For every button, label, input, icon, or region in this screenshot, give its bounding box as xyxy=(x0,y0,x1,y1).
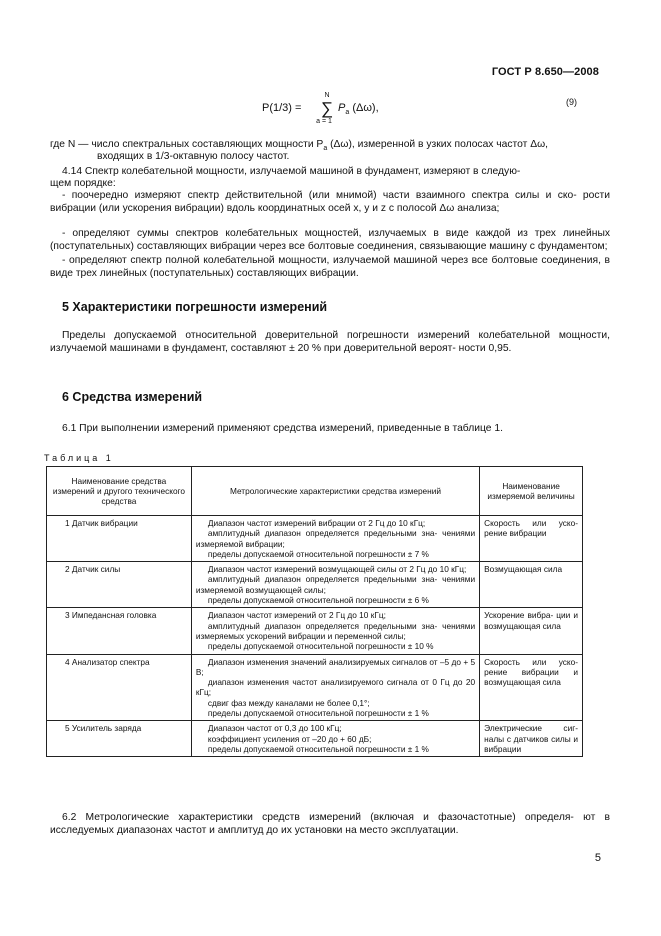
section-4-14-item-1: - поочередно измеряют спектр действительной (или мнимой) части взаимного спектра силы и ско- рости вибрации (или ускорения вибрации) вдоль координатных осей x, y и z с полосой Δω анализа; xyxy=(50,190,610,214)
section-4-14-item-3: - определяют спектр полной колебательной мощности, излучаемой машиной через все болтовые соединения, в виде трех линейных (поступательных) составляющих вибрации. xyxy=(50,255,610,279)
row-2-quantity: Возмущающая сила xyxy=(480,562,583,608)
standard-header: ГОСТ Р 8.650—2008 xyxy=(491,66,599,78)
section-5-text: Пределы допускаемой относительной доверительной погрешности измерений колебательной мощности, излучаемой машинами в фундамент, составляют ± 20 % при доверительной вероят- ности 0,95. xyxy=(50,330,610,354)
row-4-quantity: Скорость или уско- рение вибрации и возмущающая сила xyxy=(480,654,583,721)
formula-rhs-arg: (Δω), xyxy=(352,102,379,114)
row-4-specs xyxy=(191,654,479,721)
table-header-quantity: Наименование измеряемой величины xyxy=(480,467,583,516)
row-5-spec-1: Диапазон частот от 0,3 до 100 кГц; xyxy=(207,723,342,734)
formula-9 xyxy=(262,92,462,136)
table-row xyxy=(47,721,583,757)
row-5-spec-2: коэффициент усиления от –20 до + 60 дБ; xyxy=(207,733,372,744)
sum-lower-limit: a = 1 xyxy=(316,118,332,125)
table-row xyxy=(47,608,583,654)
row-3-spec-1: Диапазон частот измерений от 2 Гц до 10 кГц; xyxy=(207,610,386,621)
section-4-14-item-2: - определяют суммы спектров колебательных мощностей, излучаемых в виде каждой из трех линейных (поступательных) составляющих вибрации через все болтовые соединения, связывающие машину с фундаментом; xyxy=(50,228,610,252)
row-3-quantity: Ускорение вибра- ции и возмущающая сила xyxy=(480,608,583,654)
row-1-quantity: Скорость или уско- рение вибрации xyxy=(480,516,583,562)
table-caption: Таблица 1 xyxy=(44,453,114,463)
section-6-heading: 6 Средства измерений xyxy=(62,390,203,404)
sigma-glyph: ∑ xyxy=(320,99,334,118)
where-sub: a xyxy=(323,145,328,153)
row-4-spec-1: Диапазон изменения значений анализируемых сигналов от –5 до + 5 В; xyxy=(195,656,476,677)
row-3-name: 3 Импедансная головка xyxy=(47,608,192,654)
where-text-a: где N — число спектральных составляющих мощности P xyxy=(50,139,324,150)
table-row xyxy=(47,654,583,721)
where-text-b: (Δω), измеренной в узких полосах частот Δω, xyxy=(330,139,549,150)
formula-where-line-2: входящих в 1/3-октавную полосу частот. xyxy=(97,151,290,162)
section-4-14-title: 4.14 Спектр колебательной мощности, излучаемой машиной в фундамент, измеряют в следую- xyxy=(62,166,521,177)
section-6-1-text: 6.1 При выполнении измерений применяют средства измерений, приведенные в таблице 1. xyxy=(62,423,503,434)
row-4-name: 4 Анализатор спектра xyxy=(47,654,192,721)
sum-upper-limit: N xyxy=(324,92,330,99)
section-5-heading: 5 Характеристики погрешности измерений xyxy=(62,300,328,314)
row-3-spec-2: амплитудный диапазон определяется предельными зна- чениями измеряемых ускорений вибрации и переменной силы; xyxy=(195,620,476,641)
table-header-name: Наименование средства измерений и другого технического средства xyxy=(47,467,192,516)
table-1 xyxy=(46,466,583,757)
row-4-spec-4: пределы допускаемой относительной погрешности ± 1 % xyxy=(207,708,429,719)
table-row xyxy=(47,562,583,608)
row-1-specs xyxy=(191,516,479,562)
row-3-spec-3: пределы допускаемой относительной погрешности ± 10 % xyxy=(207,641,434,652)
formula-rhs xyxy=(338,102,379,116)
row-1-spec-1: Диапазон частот измерений вибрации от 2 Гц до 10 кГц; xyxy=(207,518,426,528)
formula-lhs: P(1/3) = xyxy=(262,102,302,114)
summation-symbol xyxy=(318,92,336,126)
row-2-name: 2 Датчик силы xyxy=(47,562,192,608)
row-4-spec-2: диапазон изменения частот анализируемого сигнала от 0 Гц до 20 кГц; xyxy=(195,677,476,698)
row-4-spec-3: сдвиг фаз между каналами не более 0,1°; xyxy=(207,697,370,708)
section-6-2-text: 6.2 Метрологические характеристики средств измерений (включая и фазочастотные) определя- ют в исследуемых диапазонах частот и амплитуд до их установки на место эксплуатации. xyxy=(50,812,610,836)
formula-rhs-var: P xyxy=(338,102,346,114)
row-1-name: 1 Датчик вибрации xyxy=(47,516,192,562)
row-5-spec-3: пределы допускаемой относительной погрешности ± 1 % xyxy=(207,743,429,754)
row-5-specs xyxy=(191,721,479,757)
row-2-spec-1: Диапазон частот измерений возмущающей силы от 2 Гц до 10 кГц; xyxy=(207,564,467,575)
row-5-quantity: Электрические сиг- налы с датчиков силы и вибрации xyxy=(480,721,583,757)
equation-number: (9) xyxy=(566,97,577,107)
row-1-spec-3: пределы допускаемой относительной погрешности ± 7 % xyxy=(207,548,429,559)
row-2-spec-2: амплитудный диапазон определяется предельными зна- чениями измеряемой возмущающей силы; xyxy=(195,574,476,595)
formula-rhs-sub: a xyxy=(345,109,350,117)
table-row xyxy=(47,516,583,562)
row-5-name: 5 Усилитель заряда xyxy=(47,721,192,757)
row-2-spec-3: пределы допускаемой относительной погрешности ± 6 % xyxy=(207,595,429,606)
row-3-specs xyxy=(191,608,479,654)
table-header-specs: Метрологические характеристики средства измерений xyxy=(191,467,479,516)
row-2-specs xyxy=(191,562,479,608)
page-number: 5 xyxy=(594,852,601,864)
section-4-14-title-cont: щем порядке: xyxy=(50,178,116,189)
table-header-row xyxy=(47,467,583,516)
row-1-spec-2: амплитудный диапазон определяется предельными зна- чениями измеряемой вибрации; xyxy=(195,528,476,549)
